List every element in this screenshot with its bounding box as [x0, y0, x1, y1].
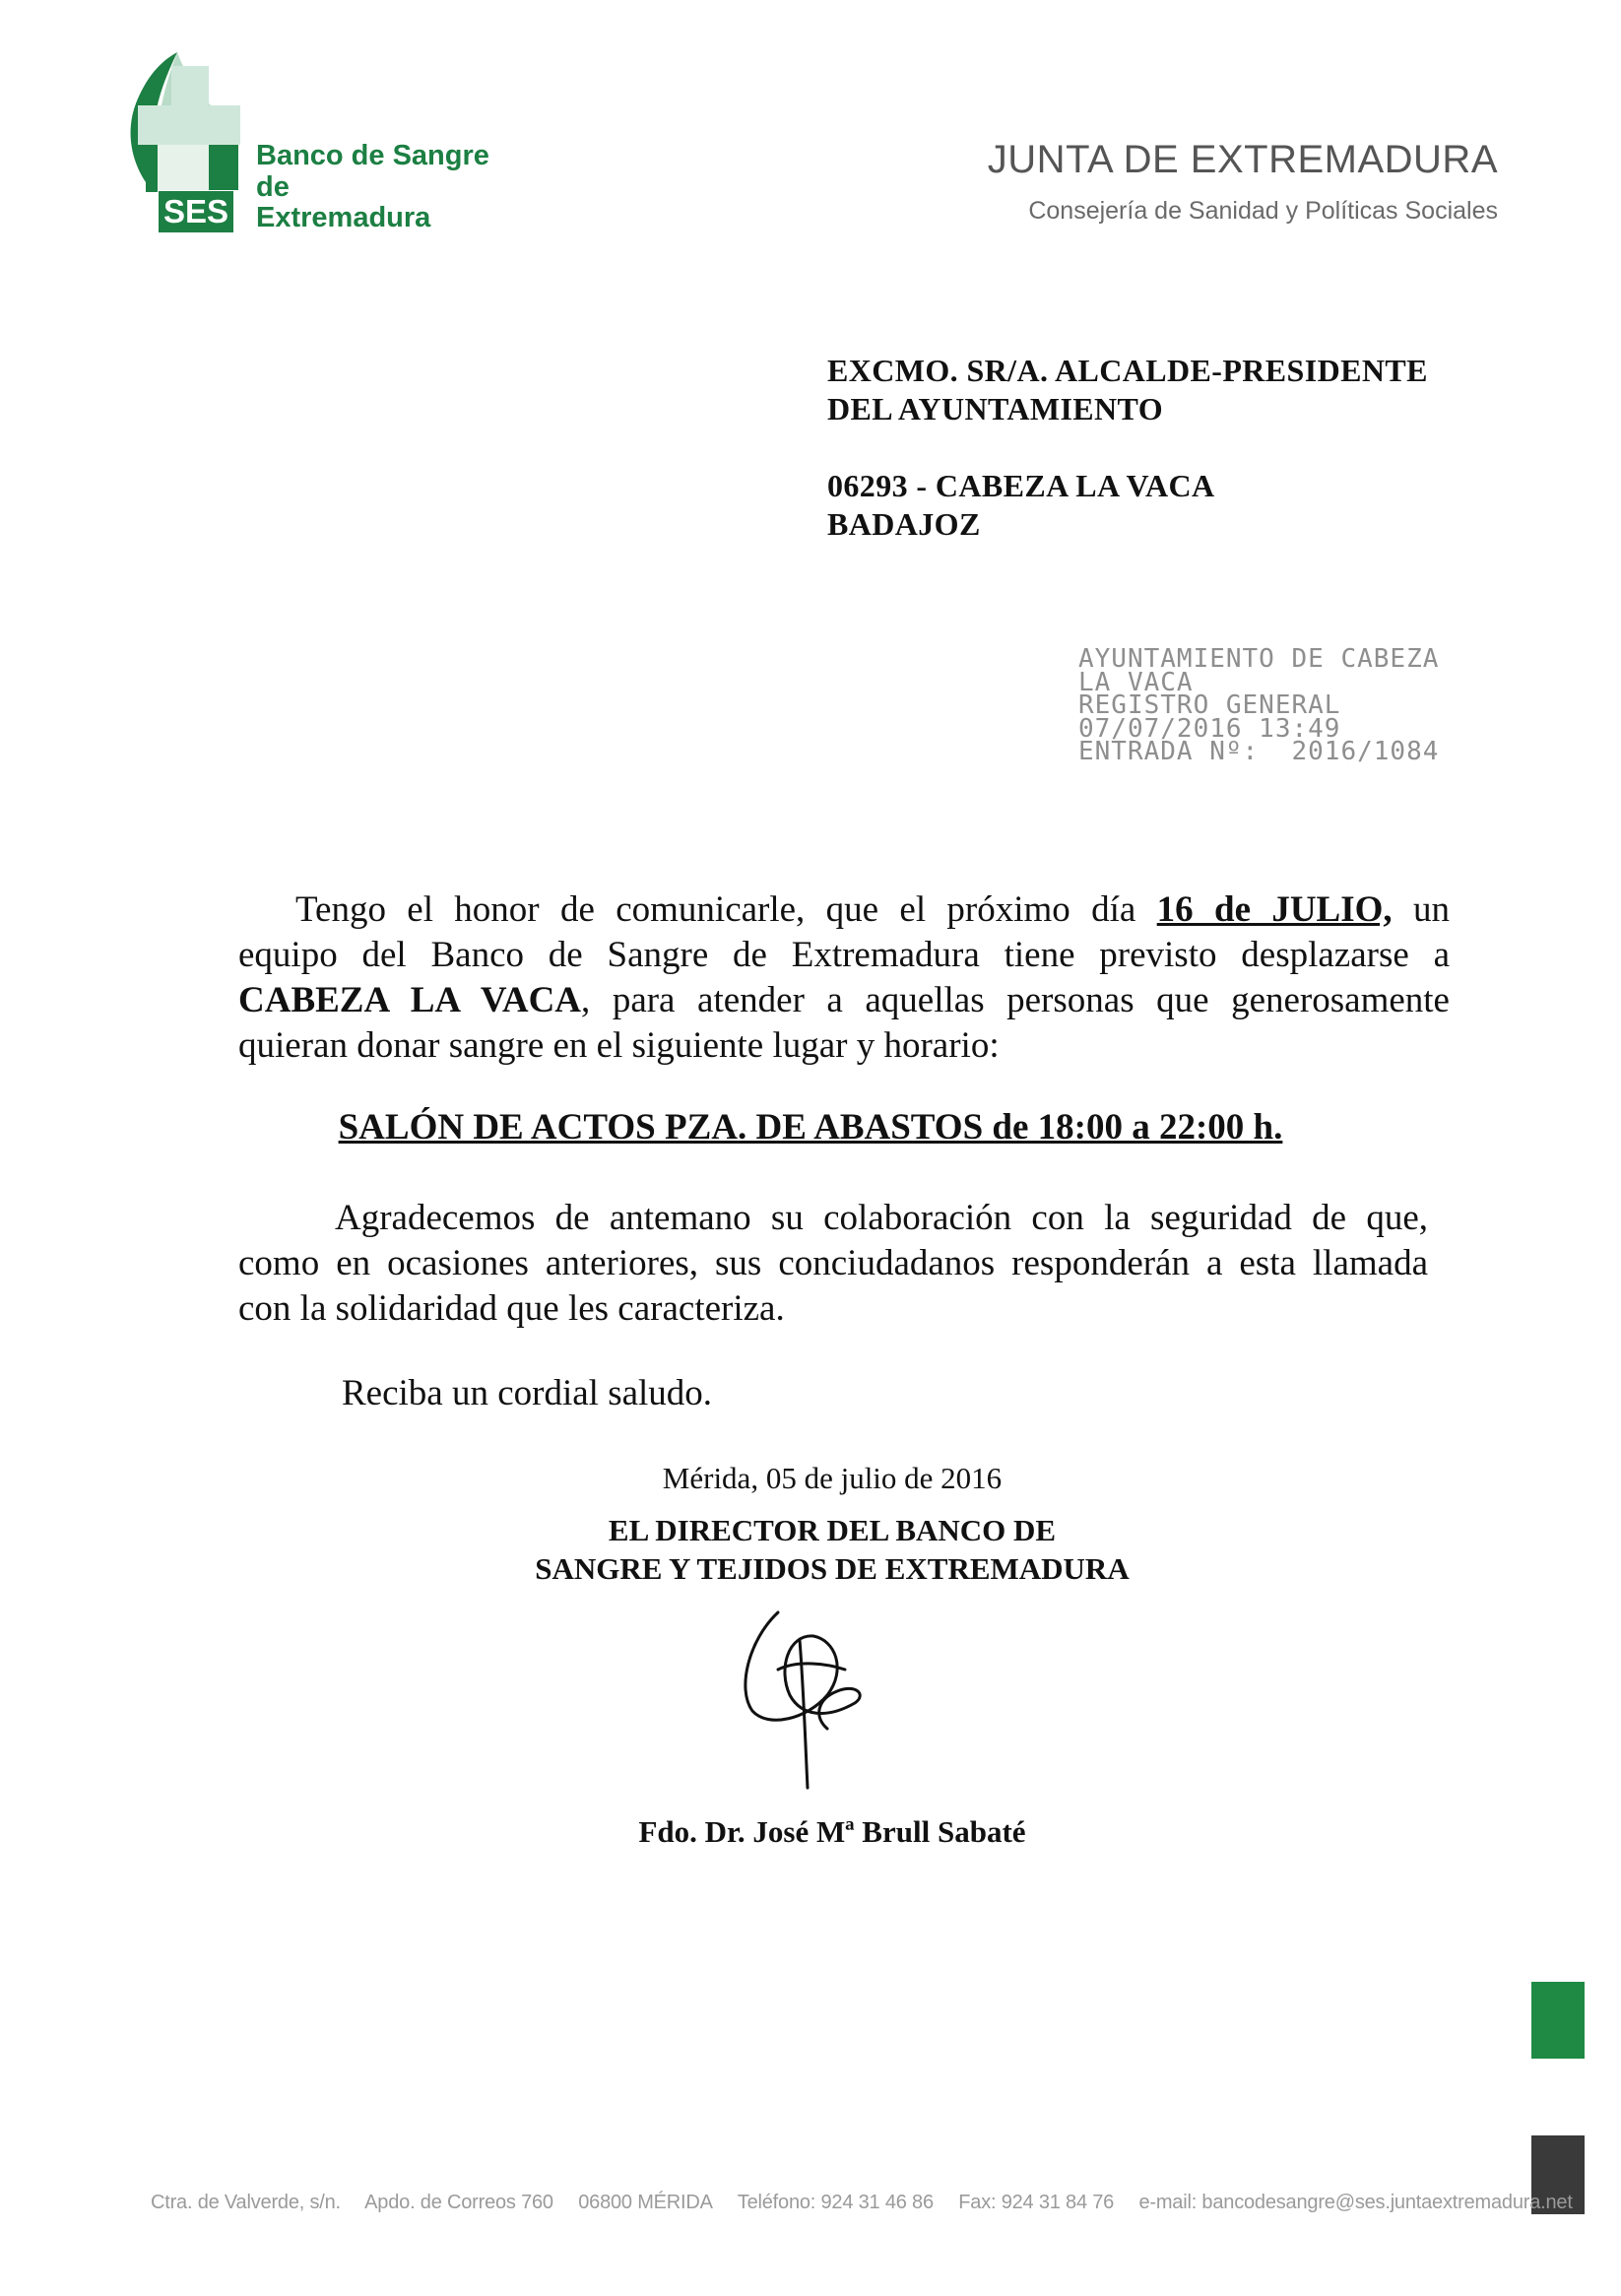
registry-stamp [1078, 644, 1440, 766]
recipient-line-1: EXCMO. SR/A. ALCALDE-PRESIDENTE [827, 353, 1428, 388]
paragraph-1-line-2: equipo del Banco de Sangre de Extremadura tiene previsto desplazarse a [238, 935, 1450, 975]
stamp-line-4: 07/07/2016 13:49 [1078, 713, 1341, 744]
closing-greeting: Reciba un cordial saludo. [342, 1373, 713, 1413]
ses-abbr: SES [162, 193, 229, 230]
paragraph-2-line-1: Agradecemos de antemano su colaboración con la seguridad de que, [335, 1198, 1428, 1238]
signer-title-1: EL DIRECTOR DEL BANCO DE [608, 1513, 1057, 1547]
donation-date: 16 de JULIO, [1156, 889, 1393, 930]
footer-email: e-mail: bancodesangre@ses.juntaextremadura.net [1138, 2192, 1573, 2213]
junta-subtitle: Consejería de Sanidad y Políticas Sociales [1028, 197, 1498, 225]
place-date: Mérida, 05 de julio de 2016 [662, 1461, 1003, 1495]
recipient-line-4: BADAJOZ [827, 506, 981, 542]
paragraph-2-line-3: con la solidaridad que les caracteriza. [238, 1288, 785, 1329]
footer-po-box: Apdo. de Correos 760 [364, 2192, 553, 2213]
signer-name: Fdo. Dr. José Mª Brull Sabaté [638, 1814, 1026, 1849]
stamp-line-1: AYUNTAMIENTO DE CABEZA [1078, 644, 1440, 674]
recipient-line-3: 06293 - CABEZA LA VACA [827, 468, 1215, 503]
logo-line-2: de [256, 171, 290, 203]
logo-line-1: Banco de Sangre [256, 140, 489, 171]
handwritten-signature [719, 1601, 886, 1798]
ses-logo [116, 44, 530, 251]
recipient-line-2: DEL AYUNTAMIENTO [827, 391, 1164, 426]
paragraph-2-line-2: como en ocasiones anteriores, sus conciudadanos responderán a esta llamada [238, 1243, 1428, 1283]
footer-contact [151, 2192, 1573, 2214]
paragraph-1-line-1: Tengo el honor de comunicarle, que el próximo día 16 de JULIO, un [295, 889, 1451, 930]
footer-fax: Fax: 924 31 84 76 [958, 2192, 1115, 2213]
green-color-mark [1531, 1982, 1585, 2059]
footer-phone: Teléfono: 924 31 46 86 [737, 2192, 934, 2213]
town-name: CABEZA LA VACA [238, 980, 582, 1020]
signer-title-2: SANGRE Y TEJIDOS DE EXTREMADURA [535, 1551, 1130, 1586]
paragraph-1-line-4: quieran donar sangre en el siguiente lugar y horario: [238, 1025, 1000, 1066]
stamp-line-3: REGISTRO GENERAL [1078, 690, 1341, 720]
logo-line-3: Extremadura [256, 202, 431, 233]
donation-location: SALÓN DE ACTOS PZA. DE ABASTOS de 18:00 a 22:00 h. [338, 1107, 1283, 1148]
paragraph-1-line-3: CABEZA LA VACA, para atender a aquellas personas que generosamente [238, 980, 1450, 1020]
footer-address: Ctra. de Valverde, s/n. [151, 2192, 341, 2213]
junta-title: JUNTA DE EXTREMADURA [987, 138, 1498, 181]
footer-city: 06800 MÉRIDA [578, 2192, 713, 2213]
stamp-line-5: ENTRADA Nº: 2016/1084 [1078, 737, 1440, 766]
stamp-line-2: LA VACA [1078, 667, 1194, 697]
